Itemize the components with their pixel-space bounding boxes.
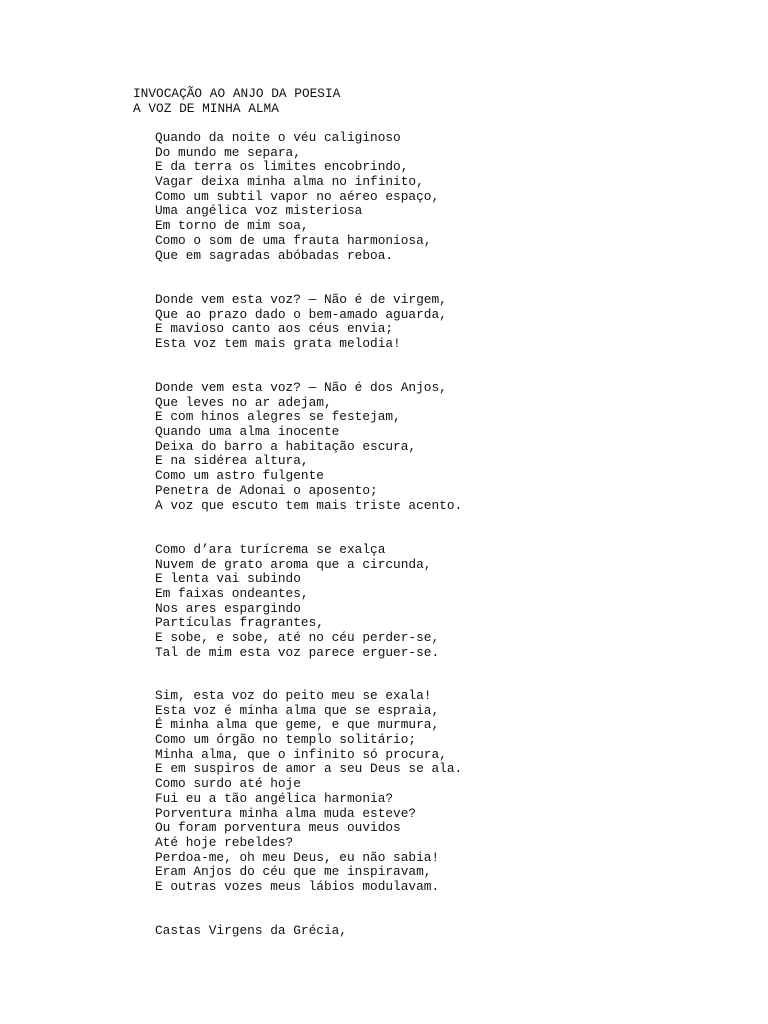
verse-line: Que ao prazo dado o bem-amado aguarda,: [155, 306, 447, 322]
verse-line: Nos ares espargindo: [155, 600, 301, 616]
verse-line: Deixa do barro a habitação escura,: [155, 438, 417, 454]
verse-line: Como um subtil vapor no aéreo espaço,: [155, 188, 440, 204]
verse-line: Vagar deixa minha alma no infinito,: [155, 174, 424, 190]
verse-line: E outras vozes meus lábios modulavam.: [155, 878, 440, 894]
verse-line: Como um astro fulgente: [155, 468, 324, 484]
stanza-1: [155, 131, 439, 263]
verse-line: E mavioso canto aos céus envia;: [155, 321, 394, 337]
verse-line: Donde vem esta voz? — Não é de virgem,: [155, 292, 447, 307]
verse-line: É minha alma que geme, e que murmura,: [155, 717, 440, 733]
verse-line: Perdoa-me, oh meu Deus, eu não sabia!: [155, 849, 440, 865]
verse-line: Até hoje rebeldes?: [155, 834, 294, 850]
verse-line: Ou foram porventura meus ouvidos: [155, 820, 401, 836]
verse-line: E lenta vai subindo: [155, 571, 301, 587]
verse-line: E na sidérea altura,: [155, 453, 309, 469]
poem-title: [133, 87, 340, 116]
verse-line: Sim, esta voz do peito meu se exala!: [155, 688, 432, 703]
verse-line: Castas Virgens da Grécia,: [155, 923, 347, 938]
verse-line: Quando da noite o véu caliginoso: [155, 130, 401, 145]
verse-line: Esta voz tem mais grata melodia!: [155, 336, 401, 352]
verse-line: Porventura minha alma muda esteve?: [155, 805, 417, 821]
verse-line: Que em sagradas abóbadas reboa.: [155, 247, 394, 263]
verse-line: Fui eu a tão angélica harmonia?: [155, 790, 394, 806]
stanza-3: [155, 381, 462, 513]
verse-line: Uma angélica voz misteriosa: [155, 203, 363, 219]
verse-line: Partículas fragrantes,: [155, 615, 324, 631]
verse-line: Que leves no ar adejam,: [155, 394, 332, 410]
verse-line: A voz que escuto tem mais triste acento.: [155, 497, 463, 513]
verse-line: Tal de mim esta voz parece erguer-se.: [155, 644, 440, 660]
verse-line: E com hinos alegres se festejam,: [155, 409, 401, 425]
verse-line: Minha alma, que o infinito só procura,: [155, 746, 447, 762]
verse-line: Como d’ara turícrema se exalça: [155, 542, 386, 557]
verse-line: Quando uma alma inocente: [155, 424, 340, 440]
verse-line: Penetra de Adonai o aposento;: [155, 482, 378, 498]
stanza-5: [155, 689, 462, 895]
verse-line: E sobe, e sobe, até no céu perder-se,: [155, 630, 440, 646]
verse-line: E em suspiros de amor a seu Deus se ala.: [155, 761, 463, 777]
verse-line: Donde vem esta voz? — Não é dos Anjos,: [155, 380, 447, 395]
verse-line: E da terra os limites encobrindo,: [155, 159, 409, 175]
verse-line: Como surdo até hoje: [155, 776, 301, 792]
stanza-2: [155, 293, 447, 352]
title-line: INVOCAÇÃO AO ANJO DA POESIA: [133, 86, 341, 101]
verse-line: Como o som de uma frauta harmoniosa,: [155, 232, 432, 248]
verse-line: Esta voz é minha alma que se espraia,: [155, 702, 440, 718]
stanza-4: [155, 543, 439, 661]
verse-line: Como um órgão no templo solitário;: [155, 732, 417, 748]
verse-line: Eram Anjos do céu que me inspiravam,: [155, 864, 432, 880]
verse-line: Em faixas ondeantes,: [155, 586, 309, 602]
verse-line: Em torno de mim soa,: [155, 218, 309, 234]
verse-line: Do mundo me separa,: [155, 144, 301, 160]
subtitle-line: A VOZ DE MINHA ALMA: [133, 100, 279, 116]
verse-line: Nuvem de grato aroma que a circunda,: [155, 556, 432, 572]
stanza-6: [155, 924, 347, 939]
